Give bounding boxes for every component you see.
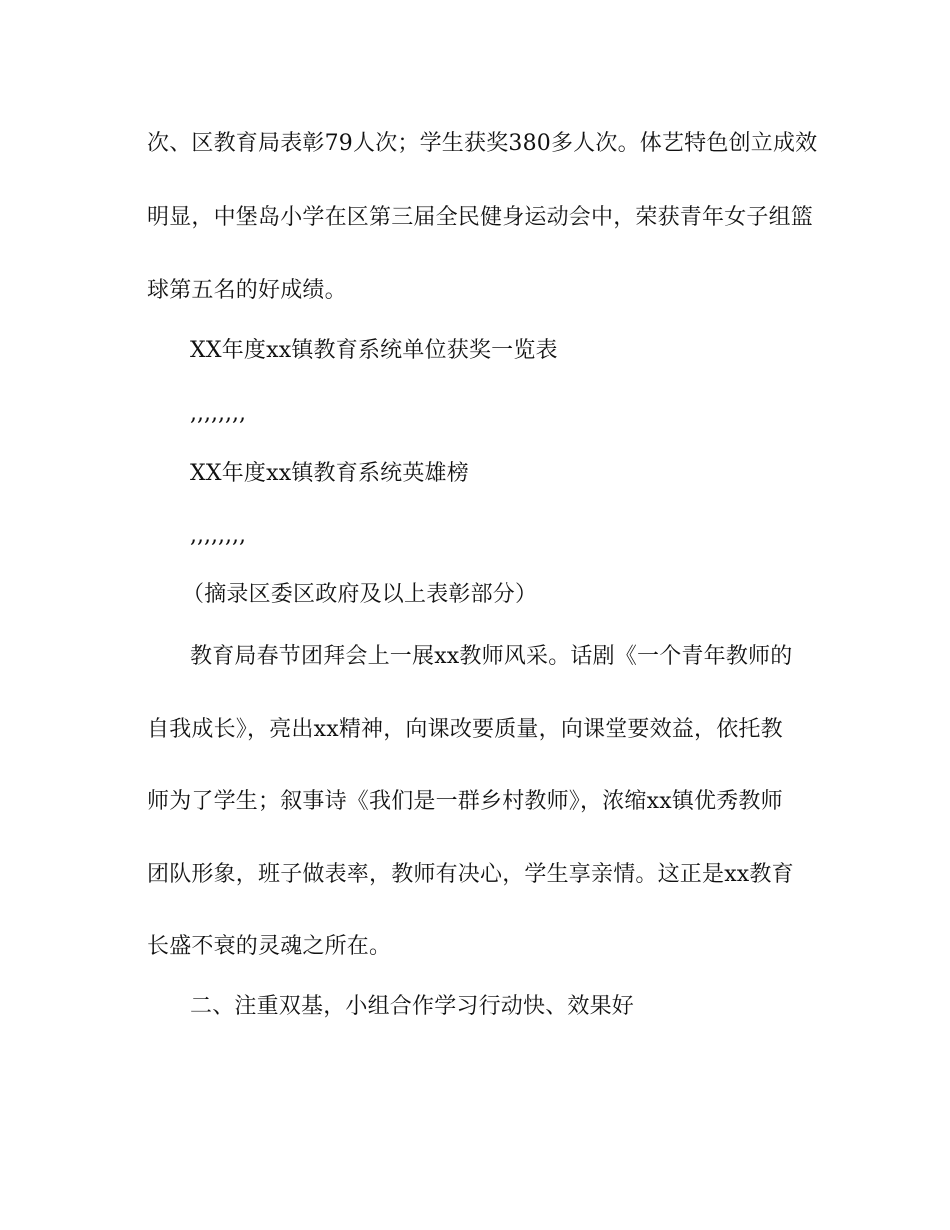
comma-placeholder-line: ,,,,,,,, [190, 401, 246, 426]
paragraph-line: 球第五名的好成绩。 [147, 278, 347, 303]
table-title-awards: XX年度xx镇教育系统单位获奖一览表 [190, 338, 558, 363]
paragraph-line: 自我成长》，亮出xx精神，向课改要质量，向课堂要效益，依托教 [147, 717, 783, 742]
paragraph-line: 明显，中堡岛小学在区第三届全民健身运动会中，荣获青年女子组篮 [147, 205, 814, 230]
paragraph-line: 次、区教育局表彰79人次；学生获奖380多人次。体艺特色创立成效 [147, 131, 818, 156]
table-title-heroes: XX年度xx镇教育系统英雄榜 [190, 461, 469, 486]
excerpt-note: （摘录区委区政府及以上表彰部分） [182, 582, 538, 607]
paragraph-line: 教育局春节团拜会上一展xx教师风采。话剧《一个青年教师的 [190, 644, 793, 669]
section-heading: 二、注重双基，小组合作学习行动快、效果好 [190, 994, 635, 1019]
paragraph-line: 师为了学生；叙事诗《我们是一群乡村教师》，浓缩xx镇优秀教师 [147, 789, 783, 814]
comma-placeholder-line: ,,,,,,,, [190, 523, 246, 548]
paragraph-line: 团队形象，班子做表率，教师有决心，学生享亲情。这正是xx教育 [147, 862, 794, 887]
paragraph-line: 长盛不衰的灵魂之所在。 [147, 934, 392, 959]
